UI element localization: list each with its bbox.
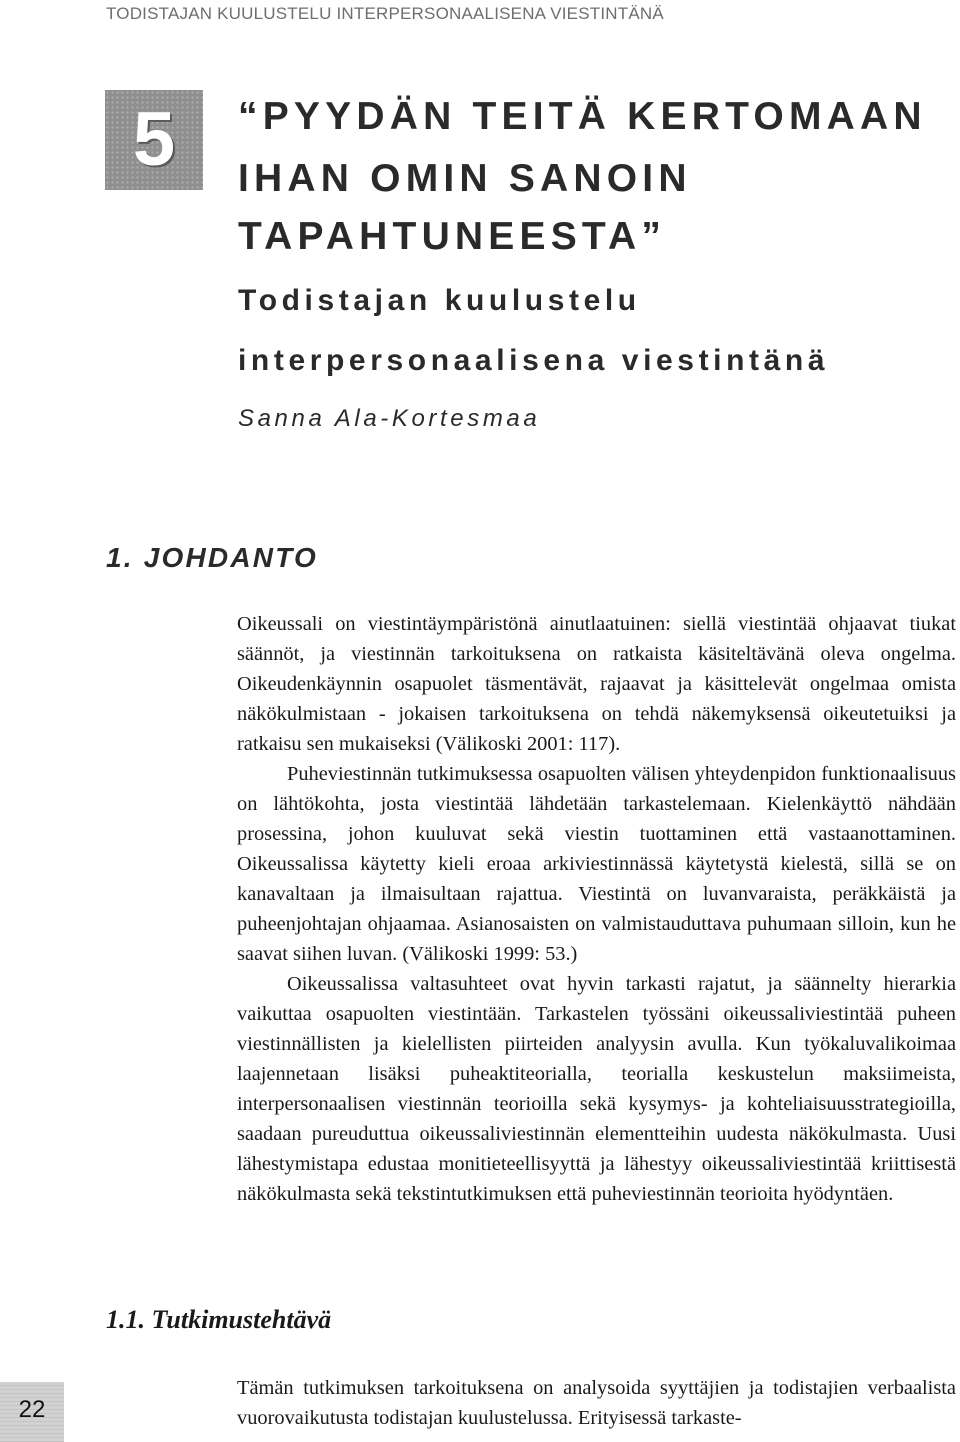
paragraph: Oikeussalissa valtasuhteet ovat hyvin tarkasti rajatut, ja säännelty hierarkia vaikuttaa osapuolten viestintään. Tarkastelen työssäni oikeussaliviestintää puheen viestinnällisten ja kielellisten piirteiden analyysin avulla. Kun työkaluvalikoimaa laajennetaan lisäksi puheaktiteorialla, teorialla keskustelun maksiimeista, interpersonaalisen viestinnän teorioilla sekä kysymys- ja kohteliaisuusstrategioilla, saadaan pureuduttua oikeussaliviestinnän elementteihin uudesta näkökulmasta. Uusi lähestymistapa edustaa monitieteellisyyttä ja lähestyy oikeussaliviestintää kriittisestä näkökulmasta sekä tekstintutkimuksen että puheviestinnän teorioita hyödyntäen. [237,973,956,1205]
subsection-heading: 1.1. Tutkimustehtävä [106,1305,332,1334]
chapter-number: 5 [132,97,176,182]
page-number-box [0,1382,64,1442]
title-line-2: IHAN OMIN SANOIN [238,157,692,200]
chapter-number-badge [105,90,203,190]
paragraph: Oikeussali on viestintäympäristönä ainutlaatuinen: siellä viestintää ohjaavat tiukat säännöt, ja viestinnän tarkoituksena on ratkaista käsiteltävänä oleva ongelma. Oikeudenkäynnin osapuolet täsmentävät, rajaavat ja käsittelevät ongelmaa omista näkökulmistaan - jokaisen tarkoituksena on tehdä näkemyksensä oikeutetuiksi ja ratkaisu sen mukaiseksi (Välikoski 2001: 117). [237,613,956,755]
page-number: 22 [18,1396,46,1423]
section-heading: 1. JOHDANTO [106,542,318,573]
subtitle-line-1: Todistajan kuulustelu [238,284,641,317]
body-text [237,609,956,1209]
author-name: Sanna Ala-Kortesmaa [238,405,541,432]
subtitle-line-2: interpersonaalisena viestintänä [238,344,830,377]
running-head: TODISTAJAN KUULUSTELU INTERPERSONAALISENA VIESTINTÄNÄ [106,4,664,23]
paragraph: Tämän tutkimuksen tarkoituksena on analysoida syyttäjien ja todistajien verbaalista vuorovaikutusta todistajan kuulustelussa. Erityisessä tarkaste- [237,1377,956,1429]
bottom-body-text [237,1373,956,1433]
title-line-3: TAPAHTUNEESTA” [238,215,667,258]
paragraph: Puheviestinnän tutkimuksessa osapuolten välisen yhteydenpidon funktionaalisuus on lähtökohta, josta viestintää lähdetään tarkastelemaan. Kielenkäyttö nähdään prosessina, johon kuuluvat sekä viestin tuottaminen että vastaanottaminen. Oikeussalissa käytetty kieli eroaa arkiviestinnässä käytetystä kielestä, sillä se on kanavaltaan ja ilmaisultaan rajattua. Viestintä on luvanvaraista, peräkkäistä ja puheenjohtajan ohjaamaa. Asianosaisten on valmistauduttava puhumaan silloin, kun he saavat siihen luvan. (Välikoski 1999: 53.) [237,763,956,965]
title-line-1: “PYYDÄN TEITÄ KERTOMAAN [238,95,927,138]
